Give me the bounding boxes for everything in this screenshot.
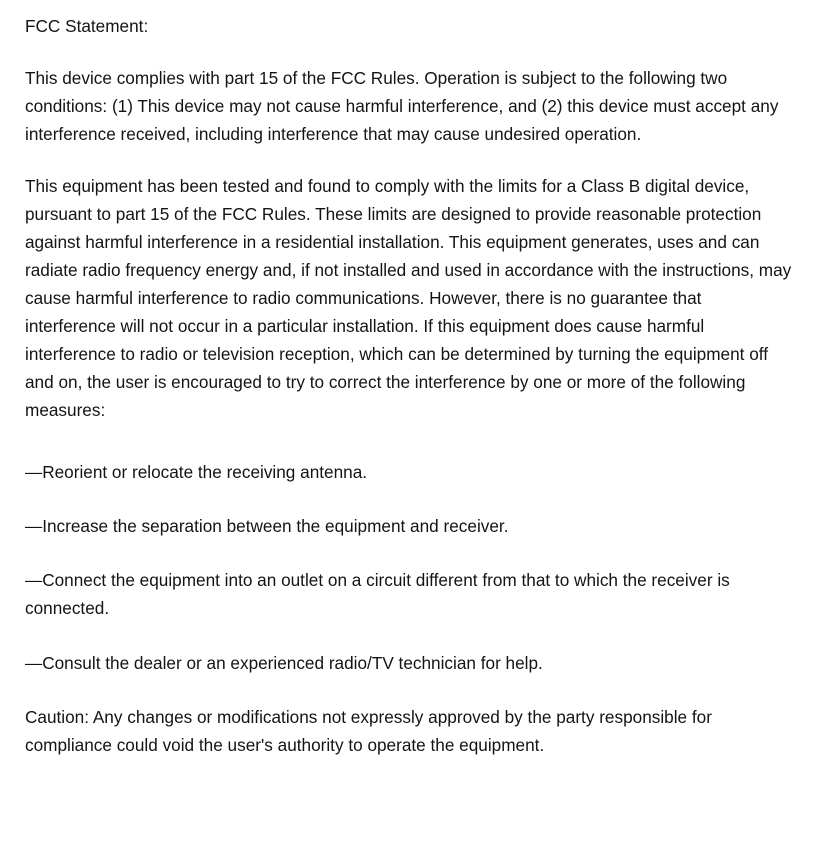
compliance-paragraph: This device complies with part 15 of the FCC Rules. Operation is subject to the following two conditions: (1) This device may not cause harmful interference, and (2) this device must accept any interference received, including interference that may cause undesired operation. xyxy=(25,68,779,144)
caution-paragraph: Caution: Any changes or modifications not expressly approved by the party responsible for compliance could void the user's authority to operate the equipment. xyxy=(25,707,712,755)
measure-item-separation: —Increase the separation between the equipment and receiver. xyxy=(25,516,509,536)
measure-item-outlet: —Connect the equipment into an outlet on a circuit different from that to which the receiver is connected. xyxy=(25,570,730,618)
measure-item-consult: —Consult the dealer or an experienced radio/TV technician for help. xyxy=(25,653,543,673)
measure-item-reorient: —Reorient or relocate the receiving antenna. xyxy=(25,462,368,482)
document-title: FCC Statement: xyxy=(25,16,149,36)
class-b-paragraph: This equipment has been tested and found to comply with the limits for a Class B digital device, pursuant to part 15 of the FCC Rules. These limits are designed to provide reasonable protection against harmful interference in a residential installation. This equipment generates, uses and can radiate radio frequency energy and, if not installed and used in accordance with the instructions, may cause harmful interference to radio communications. However, there is no guarantee that interference will not occur in a particular installation. If this equipment does cause harmful interference to radio or television reception, which can be determined by turning the equipment off and on, the user is encouraged to try to correct the interference by one or more of the following measures: xyxy=(25,176,792,420)
fcc-statement-document xyxy=(25,12,795,759)
